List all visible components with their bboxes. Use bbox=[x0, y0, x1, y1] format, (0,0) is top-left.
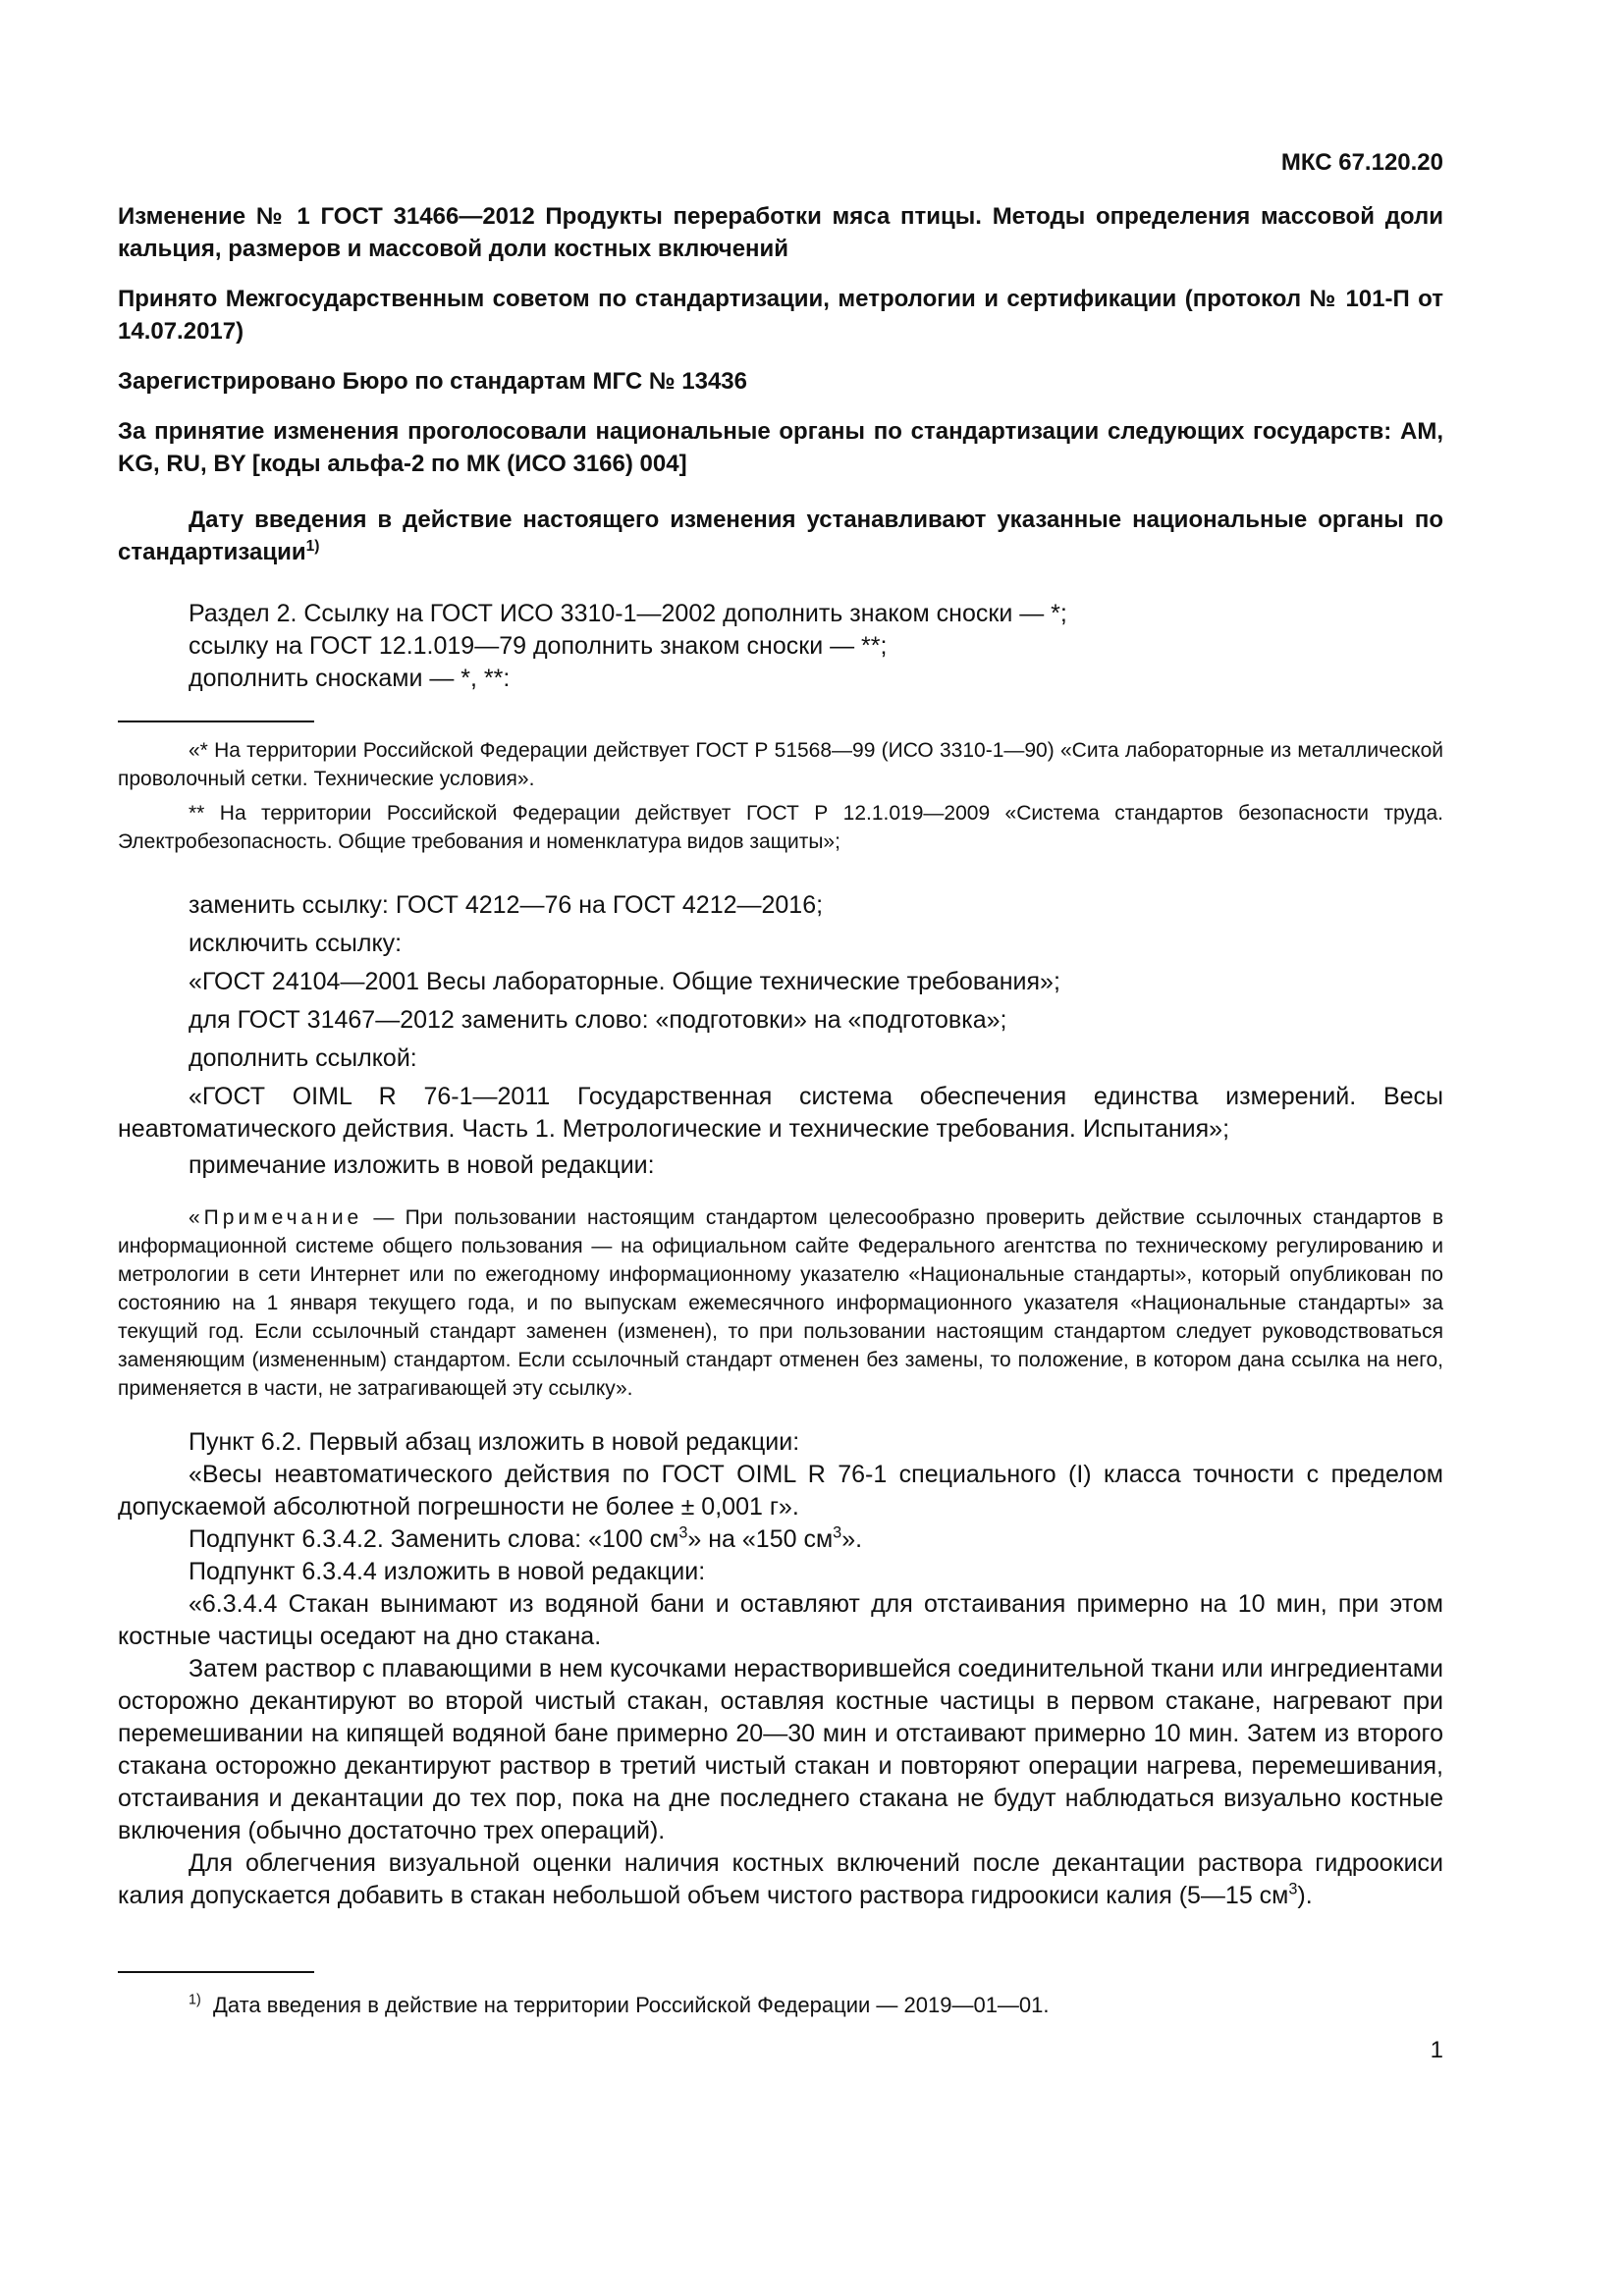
footnote-rule bbox=[118, 721, 314, 722]
section2-block bbox=[118, 598, 1443, 695]
inner-footnotes bbox=[118, 736, 1443, 856]
ref-line: «ГОСТ 24104—2001 Весы лабораторные. Общие технические требования»; bbox=[189, 968, 1060, 995]
page-footnote-text: Дата введения в действие на территории Российской Федерации — 2019—01—01. bbox=[212, 1993, 1050, 2017]
body-line: Пункт 6.2. Первый абзац изложить в новой редакции: bbox=[189, 1428, 800, 1456]
section2-line: дополнить сносками — *, **: bbox=[189, 665, 511, 692]
note-label: «Примечание bbox=[189, 1206, 363, 1229]
body-line: Затем раствор с плавающими в нем кусочками нерастворившейся соединительной ткани или ингредиентами осторожно декантируют во второй чистый стакан, оставляя костные частицы в первом стакане, нагревают при перемешивании на кипящей водяной бане примерно 20—30 мин и отстаивают примерно 10 мин. Затем из второго стакана осторожно декантируют раствор в третий чистый стакан и повторяют операции нагрева, перемешивания, отстаивания и декантации до тех пор, пока на дне последнего стакана не будут наблюдаться визуально костные включения (обычно достаточно трех операций). bbox=[118, 1655, 1444, 1844]
ref-line: исключить ссылку: bbox=[189, 930, 403, 957]
registered-line: Зарегистрировано Бюро по стандартам МГС № 13436 bbox=[118, 368, 747, 395]
page-footnote: $^{1)}$ Дата введения в действие на территории Российской Федерации — 2019—01—01. bbox=[189, 1992, 1050, 2017]
body-line: «Весы неавтоматического действия по ГОСТ OIML R 76-1 специального (I) класса точности с пределом допускаемой абсолютной погрешности не более ± 0,001 г». bbox=[118, 1461, 1443, 1521]
ref-line: примечание изложить в новой редакции: bbox=[189, 1151, 655, 1179]
page-number: 1 bbox=[1430, 2037, 1443, 2063]
section6-block bbox=[118, 1426, 1443, 1912]
body-line: Подпункт 6.3.4.2. Заменить слова: «100 $см^3$» на «150 $см^3$». bbox=[189, 1523, 863, 1553]
ref-line: для ГОСТ 31467—2012 заменить слово: «подготовки» на «подготовка»; bbox=[189, 1006, 1007, 1034]
section2-line: ссылку на ГОСТ 12.1.019—79 дополнить знаком сноски — **; bbox=[189, 632, 888, 660]
document-page bbox=[118, 0, 1443, 2296]
mks-code: МКС 67.120.20 bbox=[1280, 149, 1443, 176]
date-intro: Дату введения в действие настоящего изменения устанавливают указанные национальные органы по стандартизации$^{1)}$ bbox=[118, 507, 1443, 565]
body-line: Для облегчения визуальной оценки наличия костных включений после декантации раствора гидроокиси калия допускается добавить в стакан небольшой объем чистого раствора гидроокиси калия (5—15 $см^3$). bbox=[118, 1849, 1443, 1909]
ref-line: дополнить ссылкой: bbox=[189, 1044, 417, 1072]
footnote-rule-bottom bbox=[118, 1971, 314, 1973]
footnote-mark: 1) bbox=[305, 538, 320, 555]
body-line: «6.3.4.4 Стакан вынимают из водяной бани и оставляют для отстаивания примерно на 10 мин, при этом костные частицы оседают на дно стакана. bbox=[118, 1590, 1443, 1650]
note-block bbox=[118, 1203, 1443, 1403]
body-line: Подпункт 6.3.4.4 изложить в новой редакции: bbox=[189, 1558, 706, 1585]
change-title: Изменение № 1 ГОСТ 31466—2012 Продукты переработки мяса птицы. Методы определения массовой доли кальция, размеров и массовой доли костных включений bbox=[118, 203, 1443, 262]
references-block bbox=[118, 889, 1443, 1182]
inner-footnote: ** На территории Российской Федерации действует ГОСТ Р 12.1.019—2009 «Система стандартов безопасности труда. Электробезопасность. Общие требования и номенклатура видов защиты»; bbox=[118, 802, 1443, 853]
ref-line: заменить ссылку: ГОСТ 4212—76 на ГОСТ 4212—2016; bbox=[189, 891, 824, 919]
ref-line: «ГОСТ OIML R 76-1—2011 Государственная система обеспечения единства измерений. Весы неавтоматического действия. Часть 1. Метрологические и технические требования. Испытания»; bbox=[118, 1083, 1443, 1143]
accepted-line: Принято Межгосударственным советом по стандартизации, метрологии и сертификации (протокол № 101-П от 14.07.2017) bbox=[118, 286, 1443, 345]
inner-footnote: «* На территории Российской Федерации действует ГОСТ Р 51568—99 (ИСО 3310-1—90) «Сита лабораторные из металлической проволочный сетки. Технические условия». bbox=[118, 739, 1443, 790]
section2-line: Раздел 2. Ссылку на ГОСТ ИСО 3310-1—2002 дополнить знаком сноски — *; bbox=[189, 600, 1067, 627]
note-text: — При пользовании настоящим стандартом целесообразно проверить действие ссылочных стандартов в информационной системе общего пользования — на официальном сайте Федерального агентства по техническому регулированию и метрологии в сети Интернет или по ежегодному информационному указателю «Национальные стандарты», который опубликован по состоянию на 1 января текущего года, и по выпускам ежемесячного информационного указателя «Национальные стандарты» за текущий год. Если ссылочный стандарт заменен (изменен), то при пользовании настоящим стандартом следует руководствоваться заменяющим (измененным) стандартом. Если ссылочный стандарт отменен без замены, то положение, в котором дана ссылка на него, применяется в части, не затрагивающей эту ссылку». bbox=[118, 1206, 1443, 1400]
voted-line: За принятие изменения проголосовали национальные органы по стандартизации следующих государств: AM, KG, RU, BY [коды альфа-2 по МК (ИСО 3166) 004] bbox=[118, 418, 1443, 477]
